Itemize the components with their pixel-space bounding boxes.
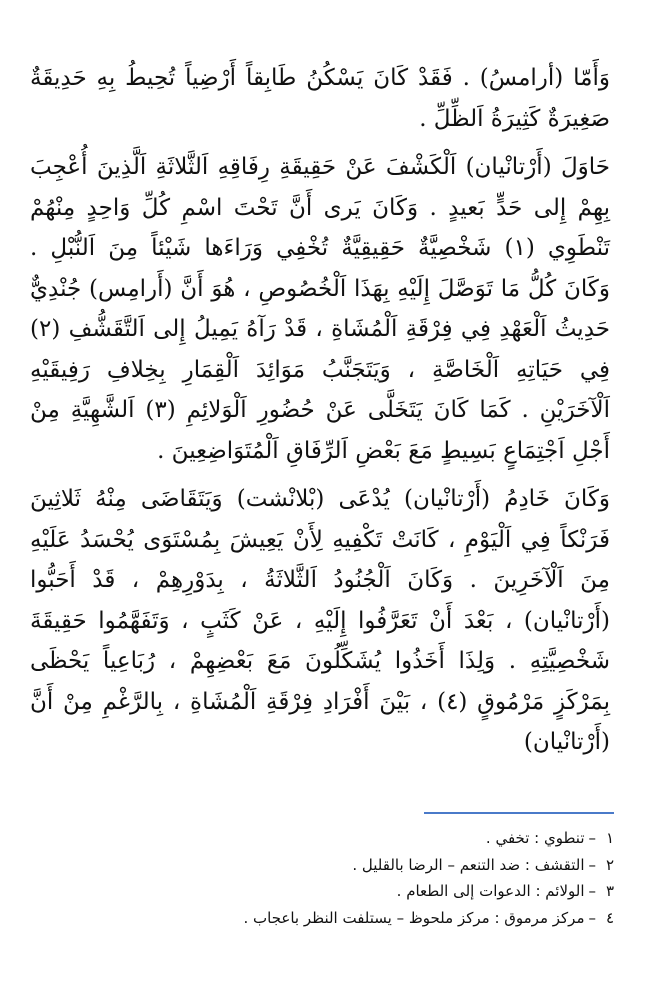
footnote-text: مركز مرموق : مركز ملحوظ – يستلفت النظر باعجاب . <box>243 908 585 927</box>
paragraph-1: وَأَمّا (أرامسُ) . فَقَدْ كَانَ يَسْكُنُ طَابِقاً أَرْضِياً تُحِيطُ بِهِ حَدِيقَةٌ صَغِيرَةٌ كَثِيرَةُ اَلظِّلِّ . <box>30 65 610 132</box>
footnote-2: ٢–التقشف : ضد التنعم – الرضا بالقليل . <box>30 852 614 879</box>
paragraph-3: وَكَانَ خَادِمُ (أَرْتانْيان) يُدْعَى (بْلانْشت) وَيَتَقَاضَى مِنْهُ ثَلاثِينَ فَرَنْكاً فِي اَلْيَوْمِ ، كَانَتْ تَكْفِيهِ لِأَنْ يَعِيشَ بِمُسْتَوَى يُحْسَدُ عَلَيْهِ مِنَ اَلْآخَرِينَ . وَكَانَ اَلْجُنُودُ اَلثَّلاثَةُ ، بِدَوْرِهِمْ ، قَدْ أَحَبُّوا (أَرْتانْيان) ، بَعْدَ أَنْ تَعَرَّفُوا إِلَيْهِ ، عَنْ كَثَبٍ ، وَتَفَهَّمُوا حَقِيقَةَ شَخْصِيَّتِهِ . وَلِذَا أَخَذُوا يُشَكِّلُونَ مَعَ بَعْضِهِمْ ، رُبَاعِياً يَحْظَى بِمَرْكَزٍ مَرْمُوقٍ (٤) ، بَيْنَ أَفْرَادِ فِرْقَةِ اَلْمُشَاةِ ، بِالرَّغْمِ مِنْ أَنَّ (أَرْتانْيان) <box>30 486 611 755</box>
footnote-text: التقشف : ضد التنعم – الرضا بالقليل . <box>352 855 585 874</box>
footnote-number: ٣ <box>605 882 614 900</box>
footnote-number: ٤ <box>605 908 614 927</box>
footnote-text: تنطوي : تخفي . <box>485 829 585 847</box>
main-text <box>30 58 610 763</box>
footnotes <box>30 825 614 931</box>
footnote-3: ٣–الولائم : الدعوات إلى الطعام . <box>30 878 614 905</box>
footnote-4: ٤–مركز مرموق : مركز ملحوظ – يستلفت النظر باعجاب . <box>30 905 614 932</box>
footnote-number: ١ <box>605 829 614 847</box>
footnote-text: الولائم : الدعوات إلى الطعام . <box>396 882 585 900</box>
footnote-separator <box>424 812 614 814</box>
paragraph-2: حَاوَلَ (أَرْتانْيان) اَلْكَشْفَ عَنْ حَقِيقَةِ رِفَاقِهِ اَلثَّلاثَةِ اَلَّذِينَ أُعْجِبَ بِهِمْ إِلى حَدٍّ بَعيدٍ . وَكَانَ يَرى أَنَّ تَحْتَ اسْمِ كُلِّ وَاحِدٍ مِنْهُمْ تَنْطَوِي (١) شَخْصِيَّةٌ حَقِيقِيَّةٌ تُخْفِي وَرَاءَها شَيْئاً مِنَ اَلنُّبْلِ . وَكَانَ كُلُّ مَا تَوَصَّلَ إِلَيْهِ بِهَذَا اَلْخُصُوصِ ، هُوَ أَنَّ (أَرامِس) جُنْدِيٌّ حَدِيثُ اَلْعَهْدِ فِي فِرْقَةِ اَلْمُشَاةِ ، قَدْ رَآهُ يَمِيلُ إِلى اَلتَّقَشُّفِ (٢) فِي حَيَاتِهِ اَلْخَاصَّةِ ، وَيَتَجَنَّبُ مَوَائِدَ اَلْقِمَارِ بِخِلافِ رَفِيقَيْهِ اَلْآخَرَيْنِ . كَمَا كَانَ يَتَخَلَّى عَنْ حُضُورِ اَلْوَلائِمِ (٣) اَلشَّهِيَّةِ مِنْ أَجْلِ اَجْتِمَاعٍ بَسِيطٍ مَعَ بَعْضِ اَلرِّفَاقِ اَلْمُتَوَاضِعِينَ . <box>30 154 610 464</box>
footnote-1: ١–تنطوي : تخفي . <box>30 825 614 852</box>
footnote-number: ٢ <box>605 855 614 874</box>
